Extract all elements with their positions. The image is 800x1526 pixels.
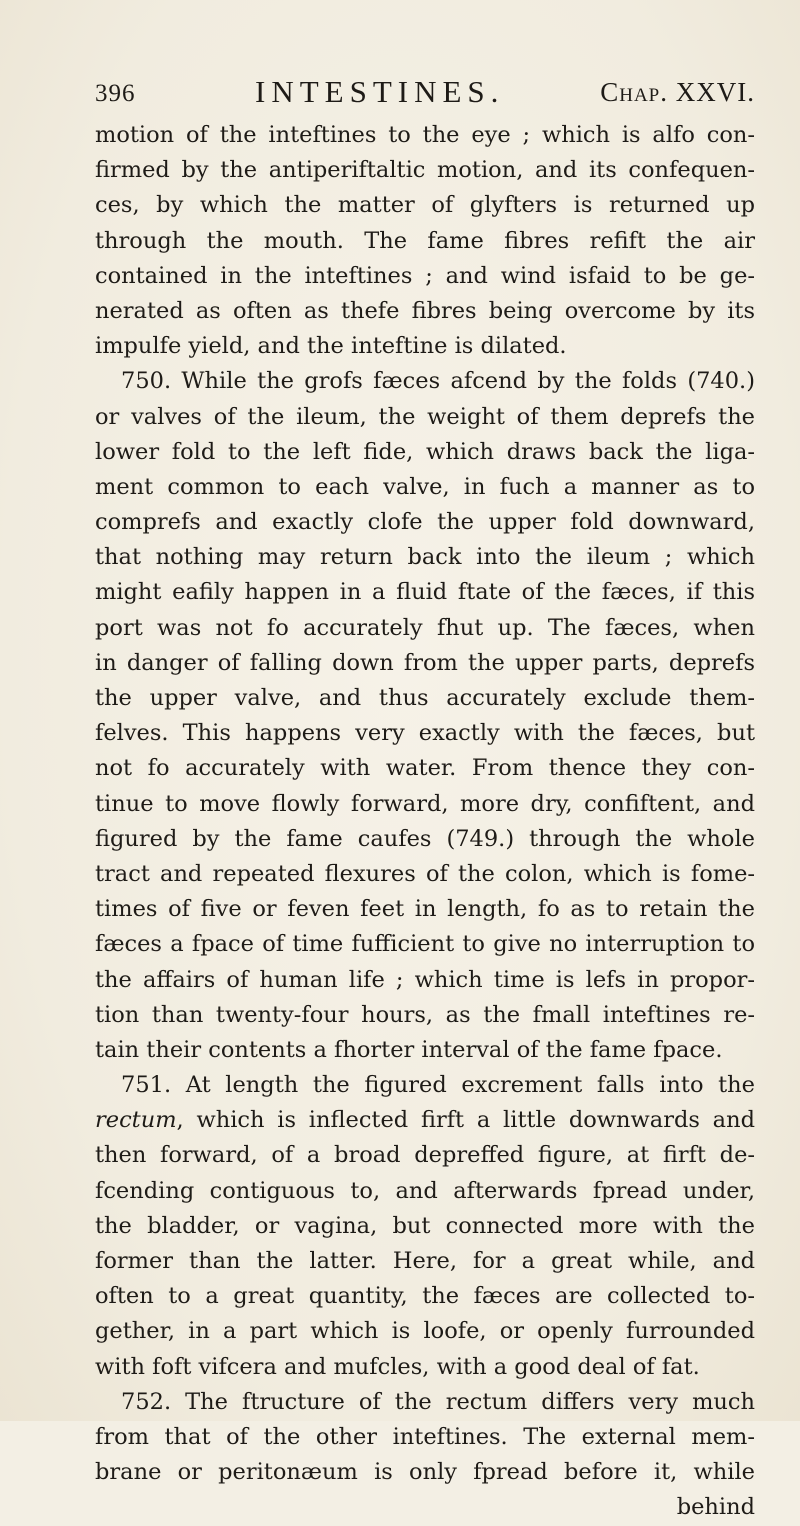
- text-line-with-italic: rectum, which is inflected firft a little downwards and: [95, 1107, 755, 1134]
- text-line: ment common to each valve, in fuch a manner as to: [95, 473, 755, 500]
- paragraph-751-start: 751. At length the figured excrement falls into the: [121, 1072, 755, 1099]
- text-line: with foft vifcera and mufcles, with a good deal of fat.: [95, 1353, 700, 1380]
- body-text: [95, 118, 755, 1526]
- text-line: nerated as often as thefe fibres being overcome by its: [95, 297, 755, 324]
- text-line: often to a great quantity, the fæces are collected to-: [95, 1283, 755, 1310]
- text-line: the upper valve, and thus accurately exclude them-: [95, 685, 755, 711]
- page-number: 396: [95, 80, 136, 107]
- text-line: through the mouth. The fame fibres refift the air: [95, 227, 755, 254]
- text-line: contained in the inteftines ; and wind isfaid to be ge-: [95, 262, 755, 289]
- text-line: brane or peritonæum is only fpread before it, while: [95, 1459, 755, 1486]
- text-line: tion than twenty-four hours, as the fmall inteftines re-: [95, 1001, 755, 1028]
- text-line: might eafily happen in a fluid ftate of the fæces, if this: [95, 579, 755, 606]
- text-line: fæces a fpace of time fufficient to give no interruption to: [95, 931, 755, 958]
- text-line: former than the latter. Here, for a great while, and: [95, 1248, 755, 1274]
- text-line: from that of the other inteftines. The external mem-: [95, 1423, 755, 1450]
- text-line: firmed by the antiperiftaltic motion, and its confequen-: [95, 157, 755, 184]
- text-line: tract and repeated flexures of the colon, which is fome-: [95, 860, 755, 887]
- paragraph-750-start: 750. While the grofs fæces afcend by the folds (740.): [121, 368, 755, 395]
- chapter-label: Chap. XXVI.: [600, 77, 755, 107]
- text-line: times of five or feven feet in length, fo as to retain the: [95, 896, 755, 923]
- text-line: felves. This happens very exactly with the fæces, but: [95, 720, 755, 747]
- text-line: motion of the inteftines to the eye ; which is alfo con-: [95, 122, 755, 148]
- text-line: tinue to move flowly forward, more dry, confiftent, and: [95, 790, 755, 817]
- text-line: port was not fo accurately fhut up. The fæces, when: [95, 614, 755, 641]
- text-line: comprefs and exactly clofe the upper fold downward,: [95, 509, 755, 536]
- text-line: impulfe yield, and the inteftine is dilated.: [95, 333, 567, 360]
- page-header: [95, 74, 755, 114]
- paragraph-752-start: 752. The ftructure of the rectum differs very much: [121, 1388, 755, 1415]
- text-line: in danger of falling down from the upper parts, deprefs: [95, 649, 755, 676]
- text-line: not fo accurately with water. From thence they con-: [95, 755, 755, 782]
- text-line: gether, in a part which is loofe, or openly furrounded: [95, 1318, 755, 1345]
- text-line: the bladder, or vagina, but connected more with the: [95, 1212, 755, 1239]
- text-line: then forward, of a broad depreffed figure, at firft de-: [95, 1142, 755, 1169]
- text-line: tain their contents a fhorter interval of the fame fpace.: [95, 1036, 723, 1063]
- running-title: INTESTINES.: [255, 74, 505, 109]
- text-line: lower fold to the left fide, which draws back the liga-: [95, 438, 755, 465]
- text-line: figured by the fame caufes (749.) through the whole: [95, 825, 755, 852]
- text-line: or valves of the ileum, the weight of them deprefs the: [95, 403, 755, 430]
- text-line: that nothing may return back into the ileum ; which: [95, 544, 755, 571]
- text-line: fcending contiguous to, and afterwards fpread under,: [95, 1177, 755, 1204]
- text-line: the affairs of human life ; which time is lefs in propor-: [95, 966, 755, 993]
- catchword: behind: [676, 1494, 755, 1521]
- text-line: ces, by which the matter of glyfters is returned up: [95, 192, 755, 219]
- italic-term: rectum: [95, 1107, 177, 1134]
